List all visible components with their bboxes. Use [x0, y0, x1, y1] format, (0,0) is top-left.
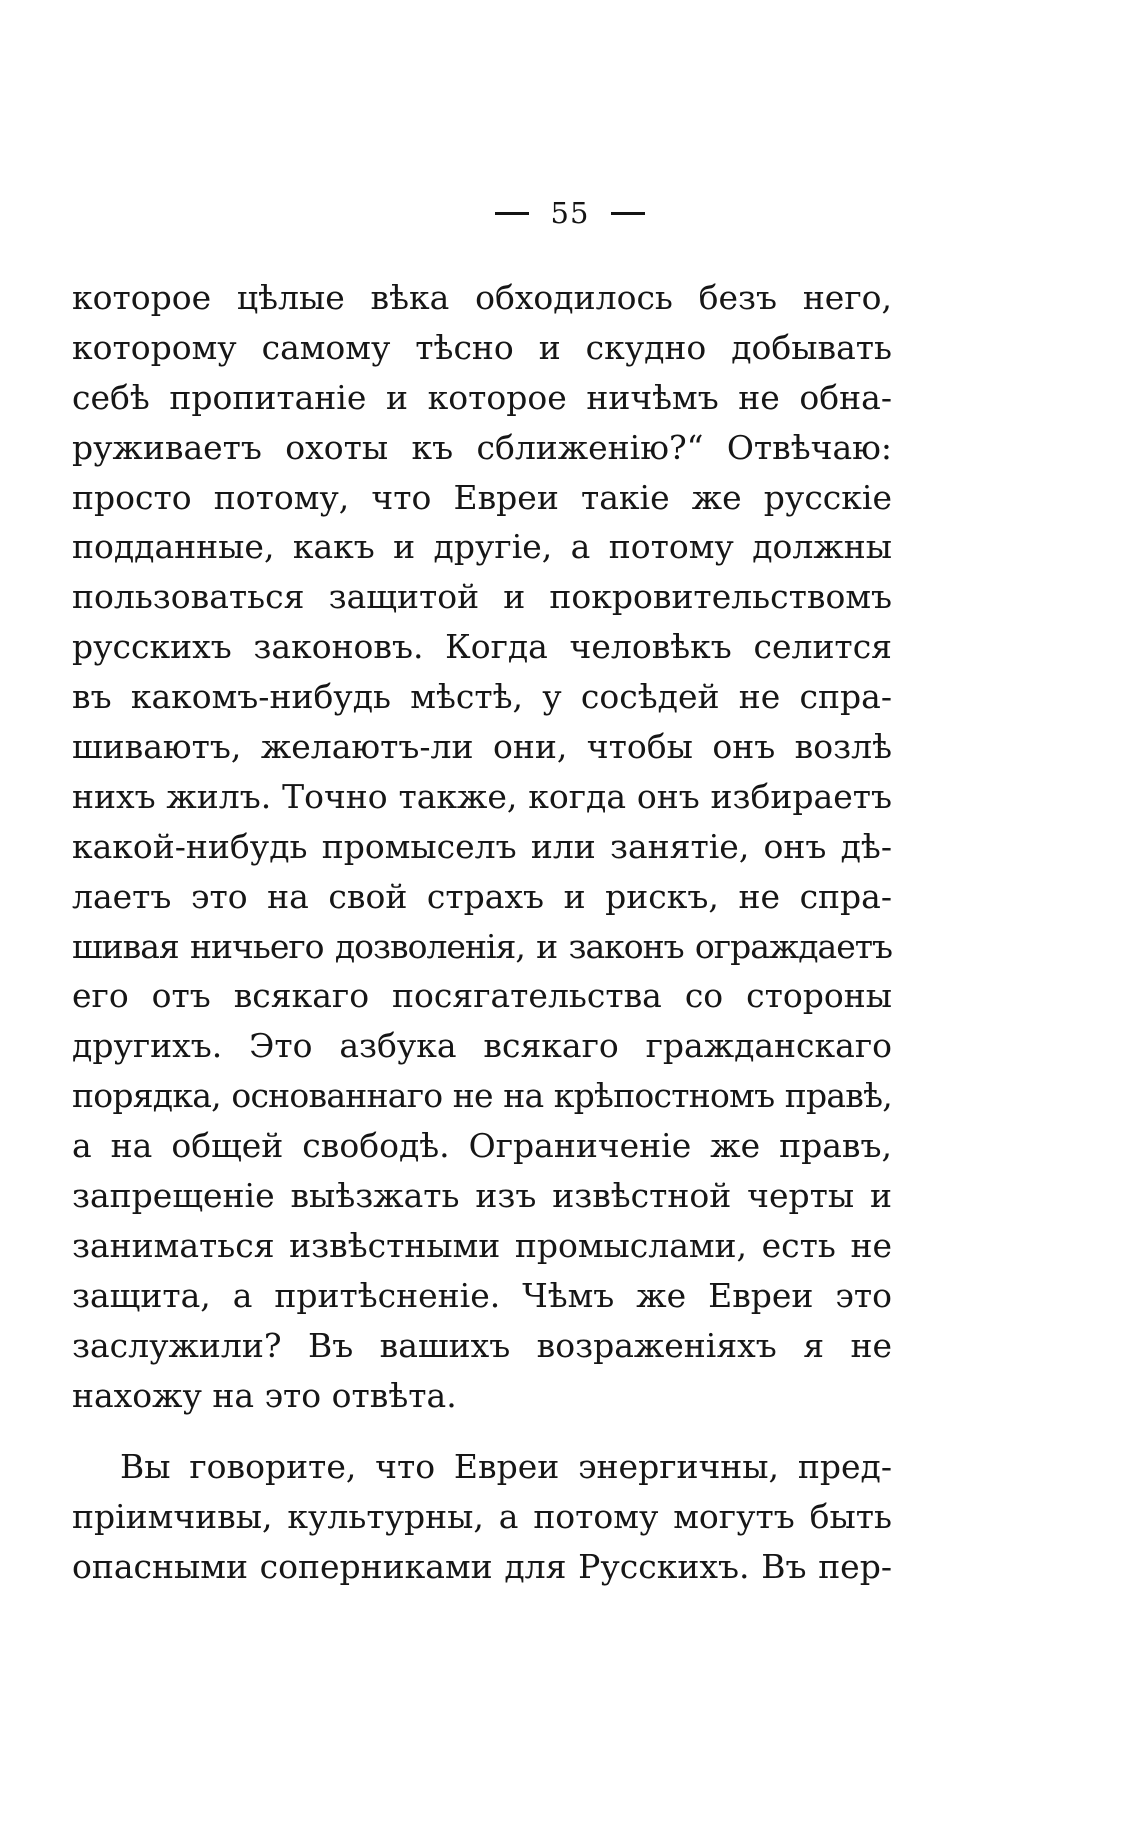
text-line: русскихъ законовъ. Когда человѣкъ селится	[72, 627, 892, 667]
page-number	[0, 196, 1140, 230]
page-number-dash-right	[611, 212, 645, 215]
paragraph	[72, 1442, 892, 1592]
text-line: пользоваться защитой и покровительствомъ	[72, 577, 892, 617]
text-line: шиваютъ, желаютъ-ли они, чтобы онъ возлѣ	[72, 727, 892, 767]
text-line: руживаетъ охоты къ сближенію?“ Отвѣчаю:	[72, 427, 892, 467]
text-line: порядка, основаннаго не на крѣпостномъ правѣ,	[72, 1076, 892, 1116]
text-line: запрещеніе выѣзжать изъ извѣстной черты и	[72, 1176, 892, 1216]
page-number-dash-left	[495, 212, 529, 215]
text-line: нихъ жилъ. Точно также, когда онъ избираетъ	[72, 776, 892, 816]
text-line: другихъ. Это азбука всякаго гражданскаго	[72, 1026, 892, 1066]
text-line: пріимчивы, культурны, а потому могутъ быть	[72, 1497, 892, 1537]
text-line: которому самому тѣсно и скудно добывать	[72, 327, 892, 367]
body-text	[72, 273, 892, 1592]
text-line: его отъ всякаго посягательства со стороны	[72, 976, 892, 1016]
text-line: опасными соперниками для Русскихъ. Въ пер-	[72, 1547, 892, 1587]
text-line: просто потому, что Евреи такіе же русскіе	[72, 477, 892, 517]
text-line: защита, а притѣсненіе. Чѣмъ же Евреи это	[72, 1275, 892, 1315]
page-number-value: 55	[550, 196, 590, 230]
text-line: Вы говорите, что Евреи энергичны, пред-	[120, 1447, 892, 1487]
text-line: себѣ пропитаніе и которое ничѣмъ не обна-	[72, 377, 892, 417]
text-line: шивая ничьего дозволенія, и законъ ограждаетъ	[72, 926, 892, 966]
text-line: лаетъ это на свой страхъ и рискъ, не спра-	[72, 876, 892, 916]
text-line: которое цѣлые вѣка обходилось безъ него,	[72, 278, 892, 317]
text-line: а на общей свободѣ. Ограниченіе же правъ,	[72, 1126, 892, 1166]
text-line: заслужили? Въ вашихъ возраженіяхъ я не	[72, 1325, 892, 1365]
text-line: въ какомъ-нибудь мѣстѣ, у сосѣдей не спра-	[72, 677, 892, 717]
paragraph	[72, 273, 892, 1420]
text-line: заниматься извѣстными промыслами, есть не	[72, 1225, 892, 1265]
paragraph-gap	[72, 1420, 892, 1442]
text-line: подданные, какъ и другіе, а потому должны	[72, 527, 892, 567]
text-line: нахожу на это отвѣта.	[72, 1375, 457, 1415]
text-line: какой-нибудь промыселъ или занятіе, онъ дѣ-	[72, 826, 892, 866]
